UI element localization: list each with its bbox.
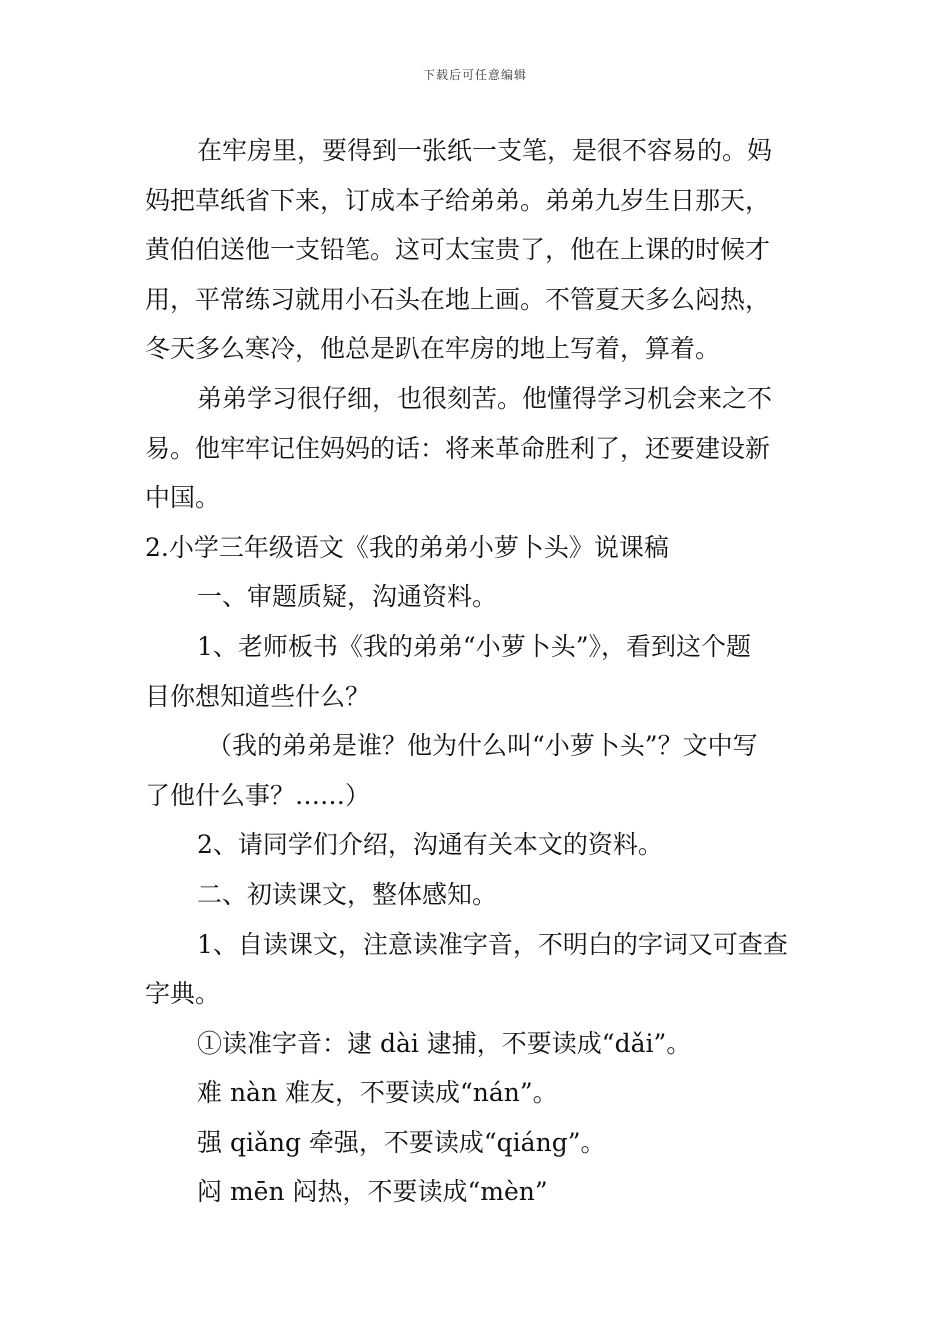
text-line: 闷 mēn 闷热，不要读成“mèn” <box>197 1177 548 1207</box>
text-line: 目你想知道些什么？ <box>145 681 371 711</box>
text-line: 字典。 <box>145 979 221 1009</box>
text-line: 中国。 <box>145 483 221 513</box>
text-line: 强 qiǎng 牵强，不要读成“qiáng”。 <box>197 1127 606 1157</box>
text-line: 二、初读课文，整体感知。 <box>197 879 498 909</box>
text-line: 2、请同学们介绍，沟通有关本文的资料。 <box>197 830 663 860</box>
text-line: 1、自读课文，注意读准字音，不明白的字词又可查查 <box>197 929 788 959</box>
text-line: 了他什么事？……） <box>145 780 371 810</box>
page-header: 下载后可任意编辑 <box>422 68 527 82</box>
text-line: 1、老师板书《我的弟弟“小萝卜头”》，看到这个题 <box>197 631 751 661</box>
text-line: （我的弟弟是谁？他为什么叫“小萝卜头”？文中写 <box>207 731 758 761</box>
text-line: 一、审题质疑，沟通资料。 <box>197 582 498 612</box>
text-line: 弟弟学习很仔细，也很刻苦。他懂得学习机会来之不 <box>197 383 773 413</box>
text-line: ①读准字音：逮 dài 逮捕，不要读成“dǎi”。 <box>197 1028 692 1058</box>
document-body <box>145 126 809 1217</box>
text-line: 难 nàn 难友，不要读成“nán”。 <box>197 1078 558 1108</box>
text-line: 易。他牢牢记住妈妈的话：将来革命胜利了，还要建设新 <box>145 433 771 463</box>
section-heading: 2.小学三年级语文《我的弟弟小萝卜头》说课稿 <box>145 532 669 562</box>
text-line: 在牢房里，要得到一张纸一支笔，是很不容易的。妈 <box>197 136 773 165</box>
text-line: 冬天多么寒冷，他总是趴在牢房的地上写着，算着。 <box>145 334 721 364</box>
text-line: 黄伯伯送他一支铅笔。这可太宝贵了，他在上课的时候才 <box>145 235 771 265</box>
text-line: 用，平常练习就用小石头在地上画。不管夏天多么闷热， <box>145 284 771 314</box>
text-line: 妈把草纸省下来，订成本子给弟弟。弟弟九岁生日那天， <box>145 185 771 215</box>
